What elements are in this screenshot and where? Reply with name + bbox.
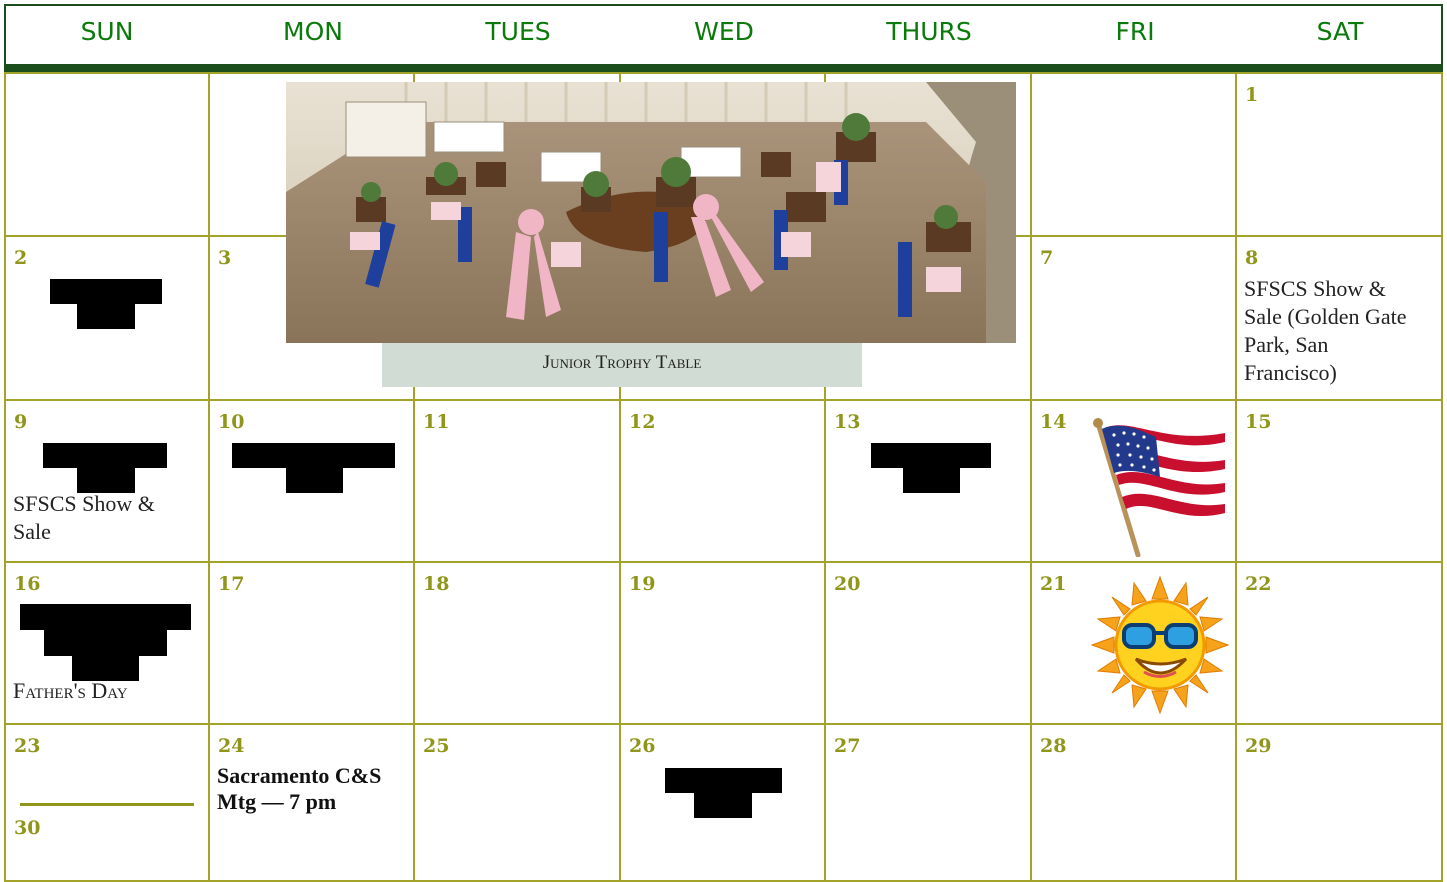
event-text: SFSCS Show & Sale xyxy=(13,491,155,544)
date-number: 11 xyxy=(423,411,450,433)
redaction-bar xyxy=(286,468,343,493)
trophy-table-photo-art xyxy=(286,82,1016,343)
event-text: Sacramento C&S Mtg — 7 pm xyxy=(217,763,382,814)
date-number: 20 xyxy=(834,573,861,595)
calendar-cell-wed-19[interactable] xyxy=(619,561,826,725)
calendar-cell-sun-23-30[interactable] xyxy=(4,723,210,882)
date-number: 26 xyxy=(629,735,656,757)
redaction-bar xyxy=(665,768,782,793)
date-number: 25 xyxy=(423,735,450,757)
calendar-cell[interactable] xyxy=(1030,72,1237,237)
day-tues: TUES xyxy=(485,17,551,46)
date-number: 1 xyxy=(1245,84,1259,106)
date-number: 27 xyxy=(834,735,861,757)
calendar-cell-tue-25[interactable] xyxy=(413,723,621,882)
date-number: 13 xyxy=(834,411,861,433)
day-fri: FRI xyxy=(1115,17,1155,46)
day-mon: MON xyxy=(283,17,343,46)
calendar-cell[interactable] xyxy=(4,72,210,237)
redaction-bar xyxy=(232,443,395,468)
date-number: 2 xyxy=(14,247,28,269)
date-number: 24 xyxy=(218,735,245,757)
date-number: 16 xyxy=(14,573,41,595)
calendar-cell-mon-24[interactable] xyxy=(208,723,415,882)
redaction-bar xyxy=(44,630,167,656)
calendar-cell-fri-28[interactable] xyxy=(1030,723,1237,882)
date-number: 8 xyxy=(1245,247,1259,269)
day-sat: SAT xyxy=(1316,17,1364,46)
date-number: 22 xyxy=(1245,573,1272,595)
calendar-cell-fri-7[interactable] xyxy=(1030,235,1237,401)
date-number: 29 xyxy=(1245,735,1272,757)
date-divider xyxy=(20,803,194,806)
day-sun: SUN xyxy=(80,17,134,46)
calendar-cell-fri-21[interactable] xyxy=(1030,561,1237,725)
date-number: 21 xyxy=(1040,573,1067,595)
trophy-table-photo xyxy=(286,82,1016,343)
redaction-bar xyxy=(77,304,135,329)
calendar-cell-thu-20[interactable] xyxy=(824,561,1032,725)
redaction-bar xyxy=(20,604,191,630)
date-number: 12 xyxy=(629,411,656,433)
calendar-cell-thu-27[interactable] xyxy=(824,723,1032,882)
calendar-cell-wed-26[interactable] xyxy=(619,723,826,882)
calendar-cell-wed-12[interactable] xyxy=(619,399,826,563)
calendar-cell-sun-2[interactable] xyxy=(4,235,210,401)
calendar-cell-mon-17[interactable] xyxy=(208,561,415,725)
calendar-cell-sat-8[interactable] xyxy=(1235,235,1443,401)
calendar-cell-sun-9[interactable] xyxy=(4,399,210,563)
redaction-bar xyxy=(694,793,752,818)
redaction-bar xyxy=(43,443,167,468)
calendar-cell-fri-14[interactable] xyxy=(1030,399,1237,563)
calendar-cell-sat-1[interactable] xyxy=(1235,72,1443,237)
date-number: 30 xyxy=(14,817,41,839)
date-number: 17 xyxy=(218,573,245,595)
calendar-cell-sun-16[interactable] xyxy=(4,561,210,725)
sun-with-sunglasses-icon xyxy=(1090,575,1230,715)
american-flag-icon xyxy=(1090,415,1230,557)
calendar-cell-sat-15[interactable] xyxy=(1235,399,1443,563)
day-wed: WED xyxy=(694,17,754,46)
redaction-bar xyxy=(903,468,960,493)
calendar-cell-tue-11[interactable] xyxy=(413,399,621,563)
event-text: SFSCS Show & Sale (Golden Gate Park, San Francisco) xyxy=(1244,276,1407,385)
redaction-bar xyxy=(871,443,991,468)
date-number: 15 xyxy=(1245,411,1272,433)
date-number: 3 xyxy=(218,247,232,269)
date-number: 28 xyxy=(1040,735,1067,757)
date-number: 14 xyxy=(1040,411,1067,433)
calendar-cell-sat-22[interactable] xyxy=(1235,561,1443,725)
event-text: Father's Day xyxy=(13,678,128,703)
date-number: 23 xyxy=(14,735,41,757)
redaction-bar xyxy=(50,279,162,304)
date-number: 9 xyxy=(14,411,28,433)
date-number: 19 xyxy=(629,573,656,595)
date-number: 18 xyxy=(423,573,450,595)
date-number: 7 xyxy=(1040,247,1054,269)
calendar-cell-sat-29[interactable] xyxy=(1235,723,1443,882)
day-thurs: THURS xyxy=(886,17,972,46)
calendar-cell-mon-10[interactable] xyxy=(208,399,415,563)
photo-caption: Junior Trophy Table xyxy=(382,343,862,387)
calendar-cell-tue-18[interactable] xyxy=(413,561,621,725)
date-number: 10 xyxy=(218,411,245,433)
calendar-cell-thu-13[interactable] xyxy=(824,399,1032,563)
